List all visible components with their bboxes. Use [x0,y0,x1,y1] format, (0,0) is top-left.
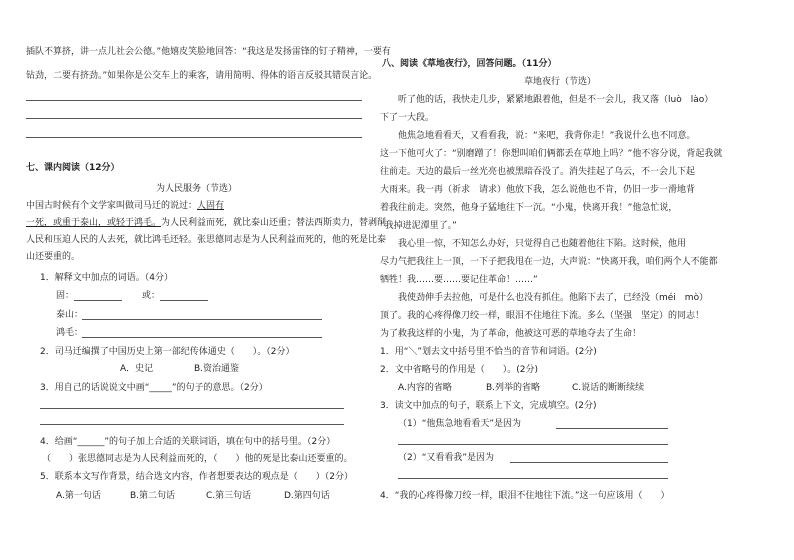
q2-option-b[interactable]: B.列举的省略 [486,383,541,393]
q1-taishan-label: 泰山： [56,310,84,320]
question-1: 1．用“＼”划去文中括号里不恰当的音节和词语。(2分) [380,347,597,357]
underlined-sentence: 一死，或重于泰山，或轻于鸿毛。 [26,218,162,228]
q1-huo-blank[interactable] [160,300,208,301]
answer-line[interactable] [26,100,362,101]
q3-2-blank[interactable] [510,462,668,463]
q2-option-a[interactable]: A.内容的省略 [398,383,452,393]
passage-line-3: 人民和压迫人民的人去死，就比鸿毛还轻。张思德同志是为人民利益而死的，他的死是比泰 [26,235,387,245]
question-4: 4．“我的心疼得像刀绞一样，眼泪不住地往下流。”这一句应该用（ ） [380,491,670,501]
passage-line-4: 山还要重的。 [26,252,81,262]
question-1: 1．解释文中加点的词语。（4分） [40,273,173,283]
question-2: 2．司马迁编撰了中国历史上第一部纪传体通史（ ）。（2分） [40,347,295,357]
q5-option-b[interactable]: B.第二句话 [130,491,176,501]
q3-item-2: （2）“又看看我”是因为 [398,453,495,463]
q2-option-b[interactable]: B.资治通鉴 [194,364,240,374]
passage-line: 他焦急地看看天，又看看我，说：“来吧，我背你走！”我说什么也不同意。 [398,131,696,141]
passage-line-1: 中国古时候有个文学家叫做司马迁的说过：人固有 [26,201,225,211]
q1-gu-blank[interactable] [74,300,122,301]
answer-line[interactable] [398,444,668,445]
passage-line: 尽力气把我往上一顶，一下子把我甩在一边，大声说：“快离开我，咱们两个人不能都 [380,257,718,267]
passage-line: 大雨来。我一再（祈求 请求）他放下我，怎么说他也不肯，仍旧一步一滑地背 [380,185,696,195]
answer-line[interactable] [40,424,344,425]
passage-line: 听了他的话，我快走几步，紧紧地跟着他，但是不一会儿，我又落（luò lào） [398,95,714,105]
passage-line: 为了救我这样的小鬼，为了革命，他被这可恶的草地夺去了生命！ [380,329,642,339]
intro-line-1: 插队不算挤，讲一点儿社会公德。”他嬉皮笑脸地回答：“我这是发扬雷锋的钉子精神，一要有 [26,47,391,57]
q1-taishan-blank[interactable] [82,319,322,320]
passage-line: 往前走。天边的最后一丝光亮也被黑暗吞没了。消失挂起了乌云，不一会儿下起 [380,167,696,177]
passage-title: 为人民服务（节选） [156,184,238,194]
section-7-title: 七、课内阅读（12分） [26,163,120,173]
passage-line-2: 一死，或重于泰山，或轻于鸿毛。为人民利益而死，就比泰山还重；替法西斯卖力，替剥削 [26,218,387,228]
q1-hongmao-blank[interactable] [82,337,322,338]
passage-line: 顶了。我的心疼得像刀绞一样，眼泪不住地往下流。多么（坚强 坚定）的同志！ [380,311,705,321]
passage-line: “我掉进泥潭里了。” [380,221,457,231]
q2-option-c[interactable]: C.说话的断断续续 [572,383,645,393]
passage-line: 着我往前走。突然，他身子猛地往下一沉。“小鬼，快离开我！”他急忙说， [380,203,678,213]
passage-title: 草地夜行（节选） [524,77,597,87]
q1-gu-label: 固： [56,291,75,301]
q5-option-a[interactable]: A.第一句话 [56,491,101,501]
question-3: 3．用自己的话说说文中画“_____”的句子的意思。（2分） [40,383,268,393]
passage-line: 下了一大段。 [380,113,435,123]
question-3: 3．读文中加点的句子，联系上下文，完成填空。(2分) [380,401,597,411]
q1-hongmao-label: 鸿毛： [56,328,84,338]
passage-line: 这一下他可火了：“别磨蹭了！你想叫咱们俩都丢在草地上吗？”他不容分说，背起我就 [380,149,723,159]
question-5: 5．联系本文写作背景，结合选文内容，作者想要表达的观点是（ ）（2分） [40,472,353,482]
passage-line: 牺牲！我……要……要记住革命！……” [380,275,538,285]
answer-line[interactable] [26,137,362,138]
q2-option-a[interactable]: A．史记 [120,364,154,374]
passage-line: 我心里一惊，不知怎么办好，只觉得自己也随着他往下陷。这时候，他用 [398,239,687,249]
q1-huo-label: 或： [142,291,161,301]
section-8-title: 八、阅读《草地夜行》，回答问题。（11分） [382,59,557,69]
q3-item-1: （1）“他焦急地看看天”是因为 [398,419,522,429]
q3-1-blank[interactable] [556,428,668,429]
q4-sentence: （ ）张思德同志是为人民利益而死的，（ ）他的死是比泰山还要重的。 [42,454,353,464]
q5-option-d[interactable]: D.第四句话 [284,491,330,501]
passage-line: 我使劲伸手去拉他，可是什么也没有抓住。他陷下去了，已经没（méi mò） [398,293,709,303]
question-4: 4．给画“______”的句子加上合适的关联词语，填在句中的括号里。（2分） [40,437,336,447]
answer-line[interactable] [40,408,344,409]
answer-line[interactable] [398,478,668,479]
question-2: 2．文中省略号的作用是（ ）。(2分) [380,365,538,375]
intro-line-2: 钻劲，二要有挤劲。”如果你是公交车上的乘客，请用简明、得体的语言反驳其错误言论。 [26,71,378,81]
q5-option-c[interactable]: C.第三句话 [206,491,252,501]
answer-line[interactable] [26,118,362,119]
